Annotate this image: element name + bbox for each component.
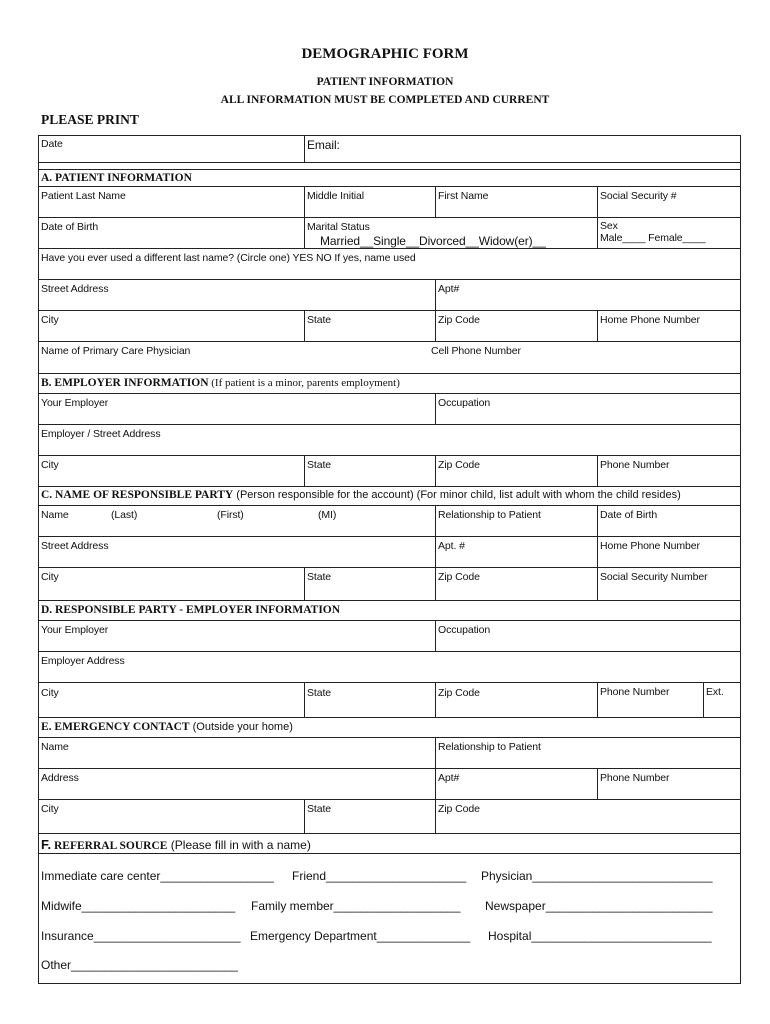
section-b-title: B. EMPLOYER INFORMATION (If patient is a minor, parents employment) [41, 377, 400, 389]
cell-phone-field[interactable]: Cell Phone Number [431, 345, 521, 357]
referral-midwife[interactable]: Midwife_______________________ [41, 899, 236, 913]
emergency-zip-field[interactable]: Zip Code [438, 803, 480, 815]
responsible-apt-field[interactable]: Apt. # [438, 540, 465, 552]
employer-city-field[interactable]: City [41, 459, 59, 471]
rp-ext-field[interactable]: Ext. [706, 686, 724, 698]
divider [38, 393, 741, 394]
divider [38, 455, 741, 456]
divider [703, 682, 704, 717]
referral-family-member[interactable]: Family member___________________ [251, 899, 461, 913]
divider [304, 567, 305, 600]
referral-immediate-care[interactable]: Immediate care center_________________ [41, 869, 274, 883]
divider [435, 737, 436, 833]
rp-zip-field[interactable]: Zip Code [438, 687, 480, 699]
divider [38, 536, 741, 537]
divider [38, 682, 741, 683]
referral-hospital[interactable]: Hospital___________________________ [488, 929, 712, 943]
responsible-street-field[interactable]: Street Address [41, 540, 109, 552]
responsible-home-phone-field[interactable]: Home Phone Number [600, 540, 700, 552]
section-d-title: D. RESPONSIBLE PARTY - EMPLOYER INFORMATION [41, 604, 341, 616]
city-field[interactable]: City [41, 314, 59, 326]
divider [38, 505, 741, 506]
divider [38, 217, 741, 218]
divider [38, 737, 741, 738]
referral-emergency-department[interactable]: Emergency Department______________ [250, 929, 471, 943]
section-a-title: A. PATIENT INFORMATION [41, 172, 192, 184]
employer-zip-field[interactable]: Zip Code [438, 459, 480, 471]
emergency-state-field[interactable]: State [307, 803, 332, 815]
divider [38, 600, 741, 601]
rp-city-field[interactable]: City [41, 687, 59, 699]
emergency-apt-field[interactable]: Apt# [438, 772, 460, 784]
different-last-name-question[interactable]: Have you ever used a different last name? (Circle one) YES NO If yes, name used [41, 252, 416, 264]
form-subtitle: PATIENT INFORMATION [316, 76, 454, 88]
responsible-ssn-field[interactable]: Social Security Number [600, 571, 708, 583]
divider [38, 853, 741, 854]
employer-field[interactable]: Your Employer [41, 397, 109, 409]
referral-physician[interactable]: Physician___________________________ [481, 869, 713, 883]
employer-address-field[interactable]: Employer / Street Address [41, 428, 161, 440]
divider [304, 186, 305, 248]
divider [597, 768, 598, 799]
divider [38, 186, 741, 187]
divider [38, 717, 741, 718]
relationship-field[interactable]: Relationship to Patient [438, 509, 541, 521]
responsible-state-field[interactable]: State [307, 571, 332, 583]
sex-options[interactable]: Male____ Female____ [600, 232, 706, 244]
divider [304, 799, 305, 833]
divider [38, 799, 741, 800]
state-field[interactable]: State [307, 314, 332, 326]
dob-field[interactable]: Date of Birth [41, 221, 99, 233]
employer-phone-field[interactable]: Phone Number [600, 459, 670, 471]
divider [304, 135, 305, 162]
divider [38, 833, 741, 834]
responsible-name-field[interactable]: Name [41, 509, 69, 521]
section-c-title: C. NAME OF RESPONSIBLE PARTY (Person responsible for the account) (For minor child, list adult with whom the child resides) [41, 489, 681, 501]
divider [38, 620, 741, 621]
zip-field[interactable]: Zip Code [438, 314, 480, 326]
divider [38, 341, 741, 342]
divider [597, 310, 598, 341]
marital-status-options[interactable]: Married__Single__Divorced__Widow(er)__ [320, 234, 546, 248]
rp-occupation-field[interactable]: Occupation [438, 624, 491, 636]
marital-status-label: Marital Status [307, 221, 370, 233]
divider [38, 486, 741, 487]
date-field[interactable]: Date [41, 138, 63, 150]
referral-other[interactable]: Other_________________________ [41, 958, 238, 972]
divider [38, 424, 741, 425]
divider [38, 567, 741, 568]
emergency-phone-field[interactable]: Phone Number [600, 772, 670, 784]
name-last-label: (Last) [111, 509, 138, 521]
divider [597, 186, 598, 248]
divider [435, 682, 436, 717]
physician-field[interactable]: Name of Primary Care Physician [41, 345, 191, 357]
patient-last-name-field[interactable]: Patient Last Name [41, 190, 126, 202]
responsible-city-field[interactable]: City [41, 571, 59, 583]
emergency-city-field[interactable]: City [41, 803, 59, 815]
divider [38, 169, 741, 170]
email-field[interactable]: Email: [307, 138, 340, 152]
referral-newspaper[interactable]: Newspaper_________________________ [485, 899, 713, 913]
divider [435, 186, 436, 217]
sex-label: Sex [600, 220, 618, 232]
divider [435, 620, 436, 651]
divider [304, 455, 305, 486]
divider [435, 279, 436, 341]
divider [597, 682, 598, 717]
responsible-zip-field[interactable]: Zip Code [438, 571, 480, 583]
emergency-name-field[interactable]: Name [41, 741, 69, 753]
home-phone-field[interactable]: Home Phone Number [600, 314, 700, 326]
emergency-relationship-field[interactable]: Relationship to Patient [438, 741, 541, 753]
section-e-title: E. EMERGENCY CONTACT (Outside your home) [41, 721, 293, 733]
name-mi-label: (MI) [318, 509, 337, 521]
emergency-address-field[interactable]: Address [41, 772, 79, 784]
please-print-label: PLEASE PRINT [41, 112, 139, 127]
employer-state-field[interactable]: State [307, 459, 332, 471]
responsible-dob-field[interactable]: Date of Birth [600, 509, 658, 521]
divider [597, 505, 598, 600]
divider [38, 651, 741, 652]
divider [435, 393, 436, 424]
form-instruction: ALL INFORMATION MUST BE COMPLETED AND CURRENT [220, 94, 550, 106]
referral-friend[interactable]: Friend_____________________ [292, 869, 467, 883]
name-first-label: (First) [217, 509, 244, 521]
divider [38, 248, 741, 249]
divider [435, 505, 436, 600]
referral-insurance[interactable]: Insurance______________________ [41, 929, 241, 943]
first-name-field[interactable]: First Name [438, 190, 489, 202]
section-f-title: F. REFERRAL SOURCE (Please fill in with a name) [41, 837, 311, 852]
rp-phone-field[interactable]: Phone Number [600, 686, 670, 698]
rp-employer-address-field[interactable]: Employer Address [41, 655, 125, 667]
apt-field[interactable]: Apt# [438, 283, 460, 295]
divider [597, 455, 598, 486]
divider [304, 682, 305, 717]
divider [38, 279, 741, 280]
divider [38, 162, 741, 163]
ssn-field[interactable]: Social Security # [600, 190, 677, 202]
divider [38, 310, 741, 311]
divider [304, 310, 305, 341]
divider [38, 373, 741, 374]
form-title: DEMOGRAPHIC FORM [301, 46, 469, 62]
street-address-field[interactable]: Street Address [41, 283, 109, 295]
divider [435, 455, 436, 486]
occupation-field[interactable]: Occupation [438, 397, 491, 409]
divider [38, 768, 741, 769]
middle-initial-field[interactable]: Middle Initial [307, 190, 364, 202]
rp-state-field[interactable]: State [307, 687, 332, 699]
rp-employer-field[interactable]: Your Employer [41, 624, 109, 636]
